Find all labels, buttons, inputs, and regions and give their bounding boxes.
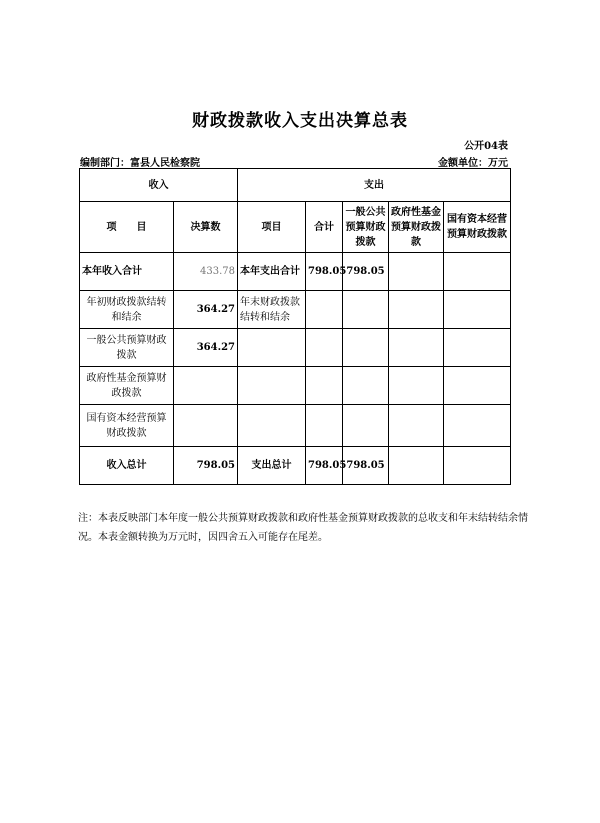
income-item: 收入总计 xyxy=(80,447,174,485)
expense-item: 年末财政拨款结转和结余 xyxy=(238,291,306,329)
expense-state-capital xyxy=(444,367,511,405)
expense-gov-fund xyxy=(389,291,444,329)
table-row xyxy=(80,367,511,405)
expense-total xyxy=(306,367,343,405)
header-total: 合计 xyxy=(306,202,343,253)
org-label: 编制部门：富县人民检察院 xyxy=(80,158,200,169)
financial-table xyxy=(79,168,511,485)
footnote: 注：本表反映部门本年度一般公共预算财政拨款和政府性基金预算财政拨款的总收支和年末结转结余情况。本表金额转换为万元时，因四舍五入可能存在尾差。 xyxy=(78,513,528,543)
header-budget-amount: 决算数 xyxy=(174,202,238,253)
expense-state-capital xyxy=(444,253,511,291)
header-expense: 支出 xyxy=(238,169,511,202)
expense-gov-fund xyxy=(389,329,444,367)
expense-total: 798.05 xyxy=(306,253,343,291)
header-general-budget: 一般公共预算财政拨款 xyxy=(343,202,389,253)
page-title: 财政拨款收入支出决算总表 xyxy=(192,111,408,131)
header-income: 收入 xyxy=(80,169,238,202)
header-row-columns xyxy=(80,202,511,253)
expense-gov-fund xyxy=(389,367,444,405)
expense-item xyxy=(238,329,306,367)
unit-label: 金额单位：万元 xyxy=(438,158,508,169)
expense-total xyxy=(306,405,343,447)
expense-total xyxy=(306,291,343,329)
expense-item xyxy=(238,405,306,447)
income-amount: 433.78 xyxy=(174,253,238,291)
expense-total xyxy=(306,329,343,367)
expense-total: 798.05 xyxy=(306,447,343,485)
expense-gov-fund xyxy=(389,405,444,447)
header-item-expense: 项目 xyxy=(238,202,306,253)
expense-state-capital xyxy=(444,329,511,367)
expense-gov-fund xyxy=(389,447,444,485)
expense-general: 798.05 xyxy=(343,253,389,291)
table-row xyxy=(80,291,511,329)
expense-state-capital xyxy=(444,291,511,329)
expense-state-capital xyxy=(444,405,511,447)
expense-general xyxy=(343,329,389,367)
income-amount: 364.27 xyxy=(174,291,238,329)
expense-general: 798.05 xyxy=(343,447,389,485)
table-row xyxy=(80,329,511,367)
expense-item: 支出总计 xyxy=(238,447,306,485)
income-item: 本年收入合计 xyxy=(80,253,174,291)
income-amount: 798.05 xyxy=(174,447,238,485)
table-code: 公开04表 xyxy=(464,141,508,152)
expense-state-capital xyxy=(444,447,511,485)
expense-item: 本年支出合计 xyxy=(238,253,306,291)
expense-gov-fund xyxy=(389,253,444,291)
income-amount xyxy=(174,367,238,405)
income-amount xyxy=(174,405,238,447)
header-item-income: 项 目 xyxy=(80,202,174,253)
income-item: 国有资本经营预算财政拨款 xyxy=(80,405,174,447)
table-row-totals xyxy=(80,447,511,485)
expense-general xyxy=(343,291,389,329)
income-item: 一般公共预算财政拨款 xyxy=(80,329,174,367)
header-row-group xyxy=(80,169,511,202)
expense-general xyxy=(343,405,389,447)
expense-general xyxy=(343,367,389,405)
header-state-capital: 国有资本经营预算财政拨款 xyxy=(444,202,511,253)
expense-item xyxy=(238,367,306,405)
header-gov-fund: 政府性基金预算财政拨款 xyxy=(389,202,444,253)
income-item: 政府性基金预算财政拨款 xyxy=(80,367,174,405)
table-row xyxy=(80,253,511,291)
table-row xyxy=(80,405,511,447)
income-item: 年初财政拨款结转和结余 xyxy=(80,291,174,329)
income-amount: 364.27 xyxy=(174,329,238,367)
